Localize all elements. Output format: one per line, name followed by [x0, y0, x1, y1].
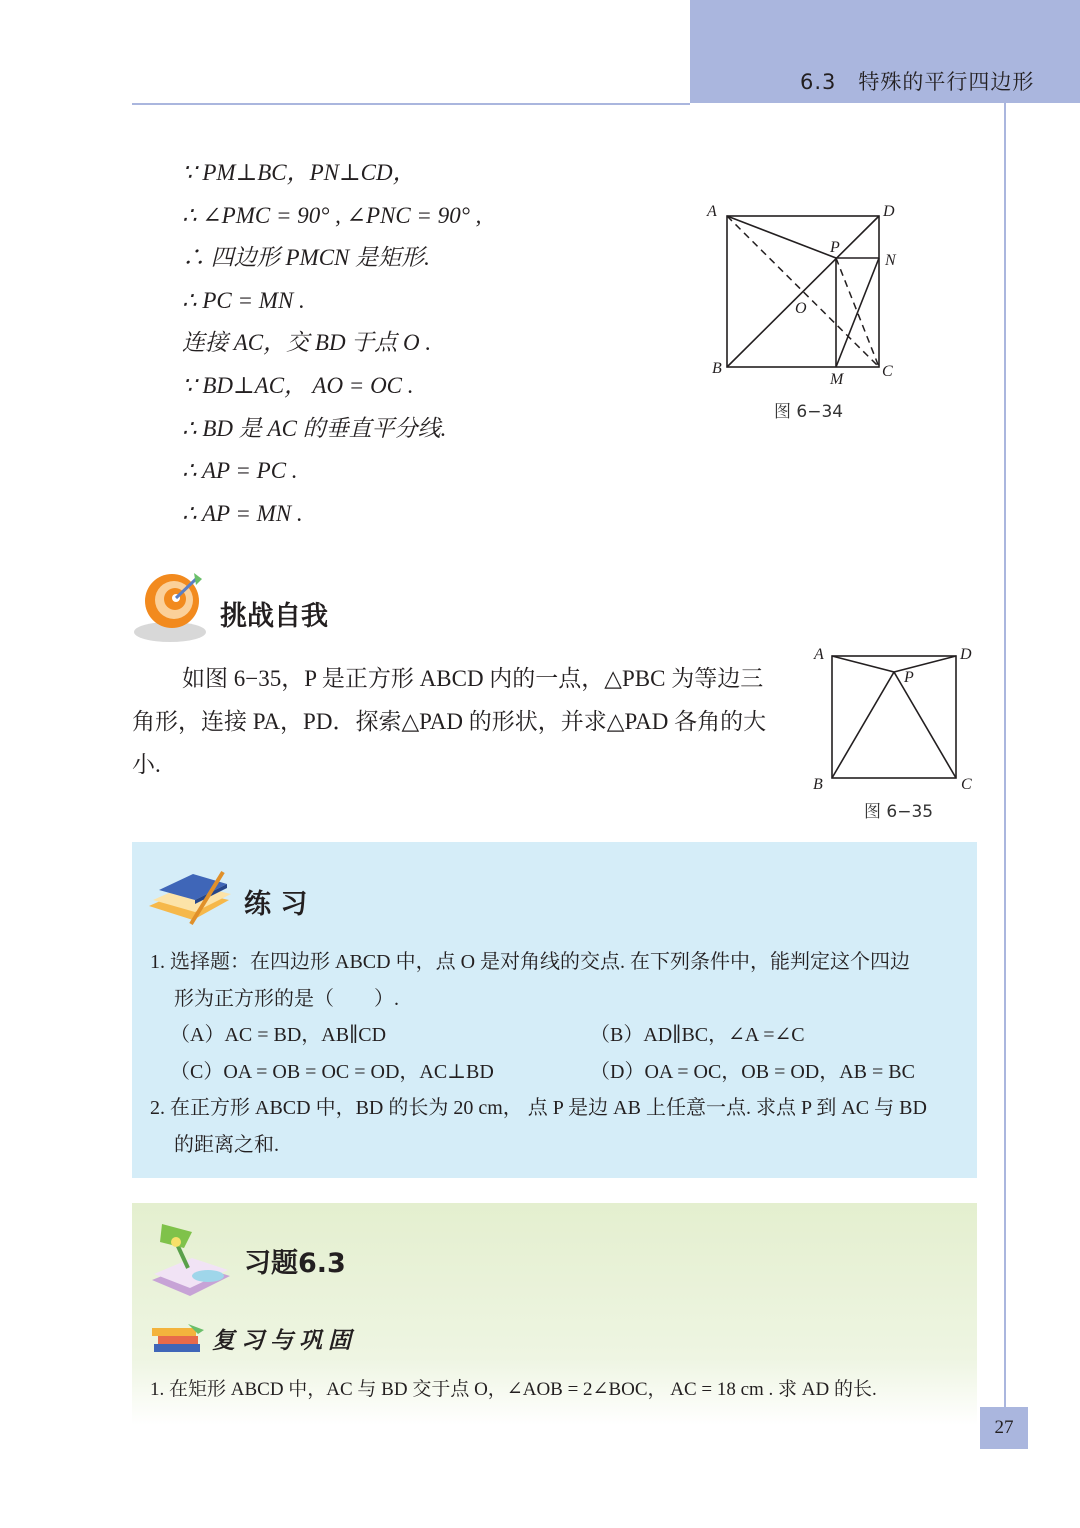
label-b: B: [813, 776, 823, 793]
challenge-body: 如图 6−35，P 是正方形 ABCD 内的一点，△PBC 为等边三角形，连接 PA，PD．探索△PAD 的形状，并求△PAD 各角的大小.: [132, 666, 767, 777]
challenge-title: 挑战自我: [220, 601, 328, 632]
option-d: （D）OA = OC，OB = OD，AB = BC: [590, 1060, 915, 1083]
proof-line: ∴ AP = MN .: [182, 500, 303, 526]
header-rule: [132, 103, 690, 105]
label-a: A: [707, 203, 717, 220]
figure-6-34: [700, 198, 910, 388]
label-p: P: [904, 669, 914, 686]
target-icon: [132, 565, 212, 645]
label-d: D: [883, 203, 895, 220]
label-n: N: [885, 252, 896, 269]
option-b: （B）AD∥BC，∠A =∠C: [590, 1024, 805, 1046]
proof-line: ∵ PM⊥BC，PN⊥CD，: [182, 160, 416, 185]
label-o: O: [795, 300, 807, 317]
label-p: P: [830, 239, 840, 256]
options-row-2: [150, 1054, 970, 1091]
question-2-line-2: 的距离之和.: [174, 1133, 279, 1156]
option-c: （C）OA = OB = OC = OD，AC⊥BD: [170, 1060, 494, 1083]
lamp-book-icon: [146, 1218, 236, 1300]
books-icon: [145, 866, 235, 930]
question-1-line-2: 形为正方形的是（ ）.: [174, 987, 399, 1010]
option-a: （A）AC = BD，AB∥CD: [170, 1024, 387, 1046]
proof-block: [182, 152, 481, 535]
proof-line: ∴ BD 是 AC 的垂直平分线.: [182, 415, 447, 441]
practice-questions: [150, 944, 970, 1163]
label-a: A: [814, 646, 824, 663]
proof-line: ∴ ∠PMC = 90° , ∠PNC = 90° ,: [182, 202, 482, 228]
label-m: M: [830, 371, 844, 388]
review-label: 复习与巩固: [212, 1327, 357, 1354]
label-c: C: [961, 776, 972, 793]
proof-line: ∴ PC = MN .: [182, 287, 305, 313]
figure-6-35-caption: 图 6−35: [864, 802, 934, 822]
exercise-1: 1. 在矩形 ABCD 中，AC 与 BD 交于点 O，∠AOB = 2∠BOC， AC = 18 cm . 求 AD 的长.: [150, 1379, 877, 1400]
exercise-title: 习题6.3: [244, 1248, 346, 1279]
proof-line: ∵ BD⊥AC， AO = OC .: [182, 372, 414, 398]
proof-line: ∴ AP = PC .: [182, 458, 298, 484]
side-rule: [1004, 103, 1006, 1423]
practice-title: 练 习: [244, 889, 308, 920]
question-1-line-1: 1. 选择题：在四边形 ABCD 中，点 O 是对角线的交点. 在下列条件中，能判定这个四边: [150, 951, 911, 973]
figure-6-34-caption: 图 6−34: [774, 402, 844, 422]
label-b: B: [712, 360, 722, 377]
proof-line: 连接 AC，交 BD 于点 O .: [182, 330, 432, 356]
section-title: 6.3 特殊的平行四边形: [800, 70, 1035, 94]
label-c: C: [882, 363, 893, 380]
stacked-books-icon: [148, 1320, 208, 1356]
options-row-1: [150, 1017, 970, 1054]
label-d: D: [960, 646, 972, 663]
page-number: 27: [980, 1407, 1028, 1449]
challenge-text: [132, 657, 768, 786]
proof-line: ∴ 四边形 PMCN 是矩形.: [182, 245, 430, 271]
figure-6-35: [808, 640, 988, 800]
question-2-line-1: 2. 在正方形 ABCD 中，BD 的长为 20 cm， 点 P 是边 AB 上任意一点. 求点 P 到 AC 与 BD: [150, 1097, 927, 1119]
